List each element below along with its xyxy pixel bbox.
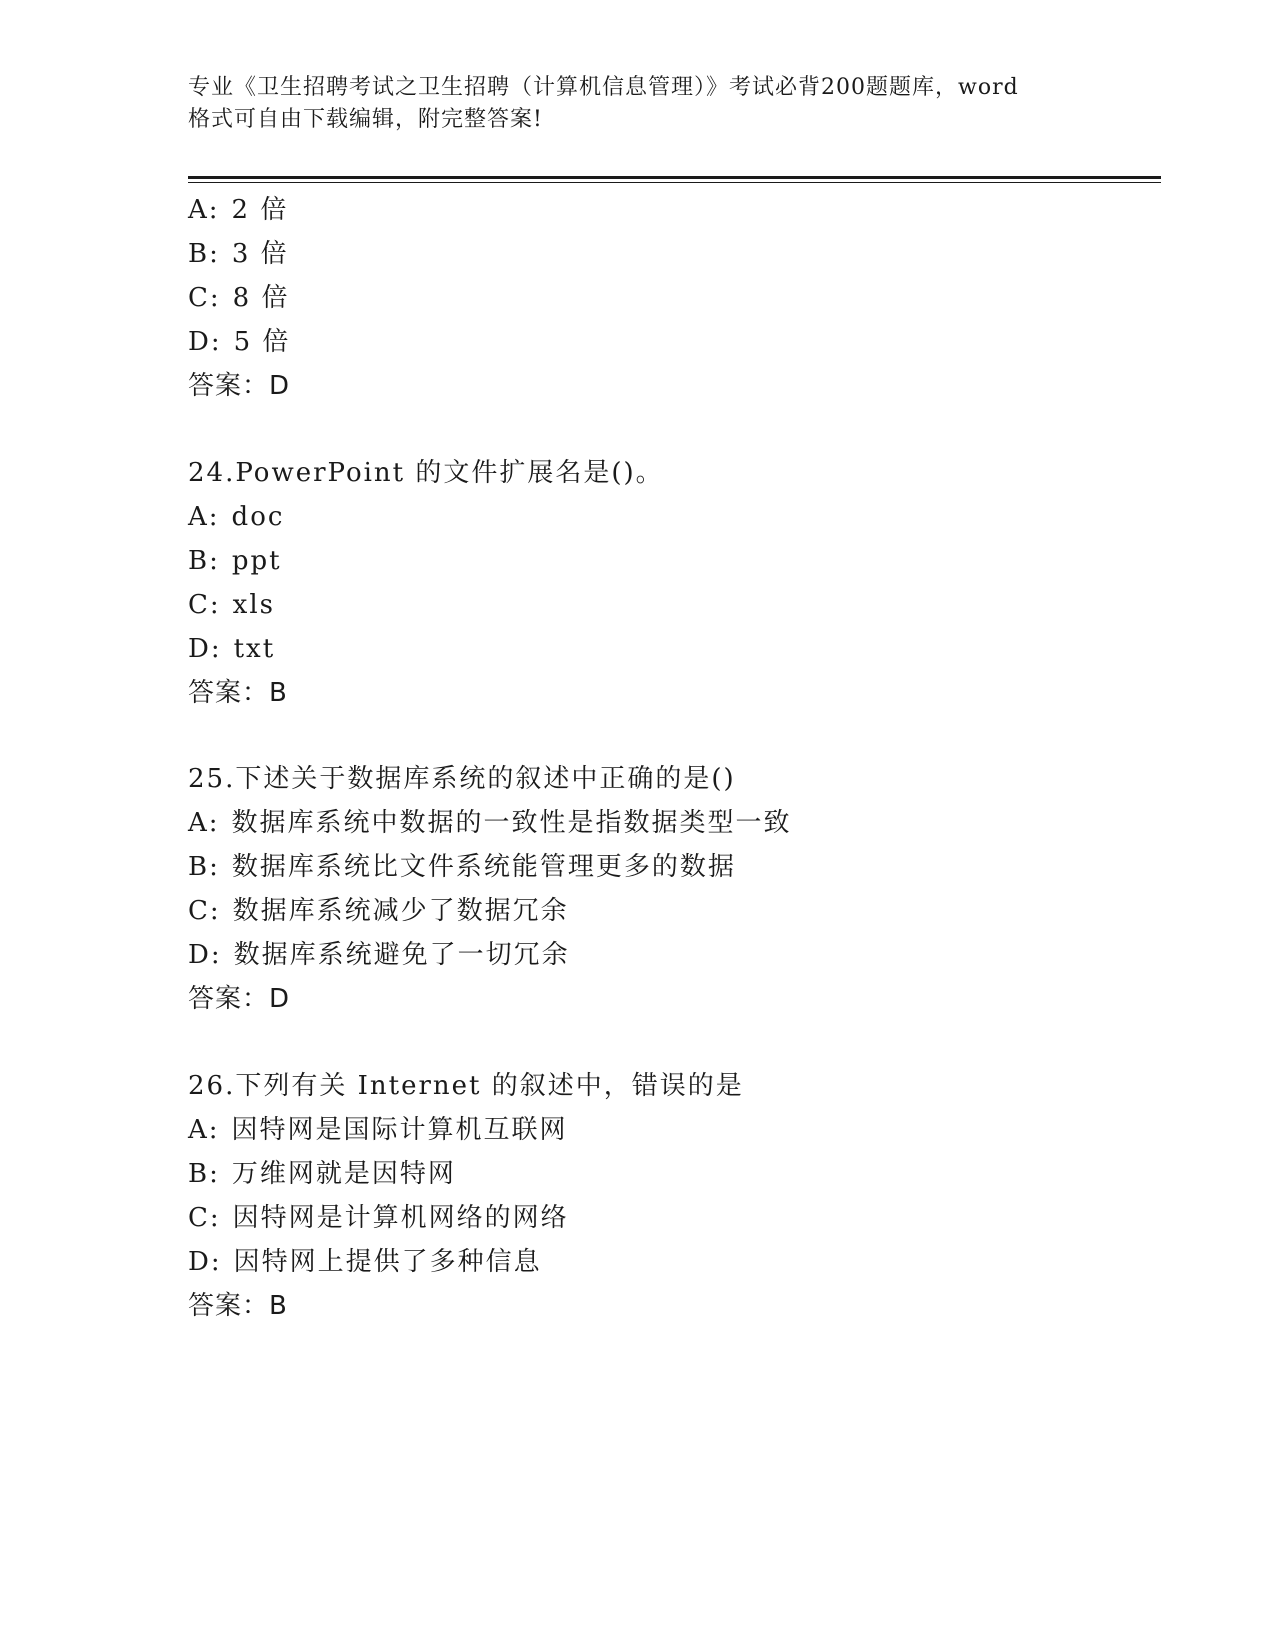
- option-b: B: 数据库系统比文件系统能管理更多的数据: [188, 852, 736, 882]
- option-a: A: 因特网是国际计算机互联网: [188, 1115, 568, 1145]
- question-text: 26.下列有关 Internet 的叙述中，错误的是: [188, 1071, 744, 1101]
- option-c: C: 因特网是计算机网络的网络: [188, 1203, 569, 1233]
- option-a: A: doc: [188, 502, 285, 532]
- option-c: C: xls: [188, 590, 275, 620]
- option-c: C: 数据库系统减少了数据冗余: [188, 896, 569, 926]
- option-d: D: txt: [188, 634, 276, 664]
- answer-text: 答案：B: [188, 678, 288, 708]
- document-header: [188, 72, 1088, 136]
- answer-text: 答案：D: [188, 984, 291, 1014]
- header-title-line-2: 格式可自由下载编辑，附完整答案!: [188, 107, 543, 132]
- option-b: B: 万维网就是因特网: [188, 1159, 456, 1189]
- question-text: 25.下述关于数据库系统的叙述中正确的是(): [188, 764, 736, 794]
- option-a: A: 数据库系统中数据的一致性是指数据类型一致: [188, 808, 792, 838]
- option-d: D: 5 倍: [188, 327, 291, 357]
- header-title-line-1: 专业《卫生招聘考试之卫生招聘（计算机信息管理）》考试必背200题题库，word: [188, 75, 1019, 100]
- option-b: B: 3 倍: [188, 239, 289, 269]
- option-a: A: 2 倍: [188, 195, 289, 225]
- option-c: C: 8 倍: [188, 283, 290, 313]
- option-d: D: 数据库系统避免了一切冗余: [188, 940, 570, 970]
- answer-text: 答案：D: [188, 371, 291, 401]
- answer-text: 答案：B: [188, 1291, 288, 1321]
- question-text: 24.PowerPoint 的文件扩展名是()。: [188, 458, 664, 488]
- option-b: B: ppt: [188, 546, 282, 576]
- header-divider-thin: [188, 182, 1161, 183]
- header-divider-thick: [188, 176, 1161, 179]
- option-d: D: 因特网上提供了多种信息: [188, 1247, 542, 1277]
